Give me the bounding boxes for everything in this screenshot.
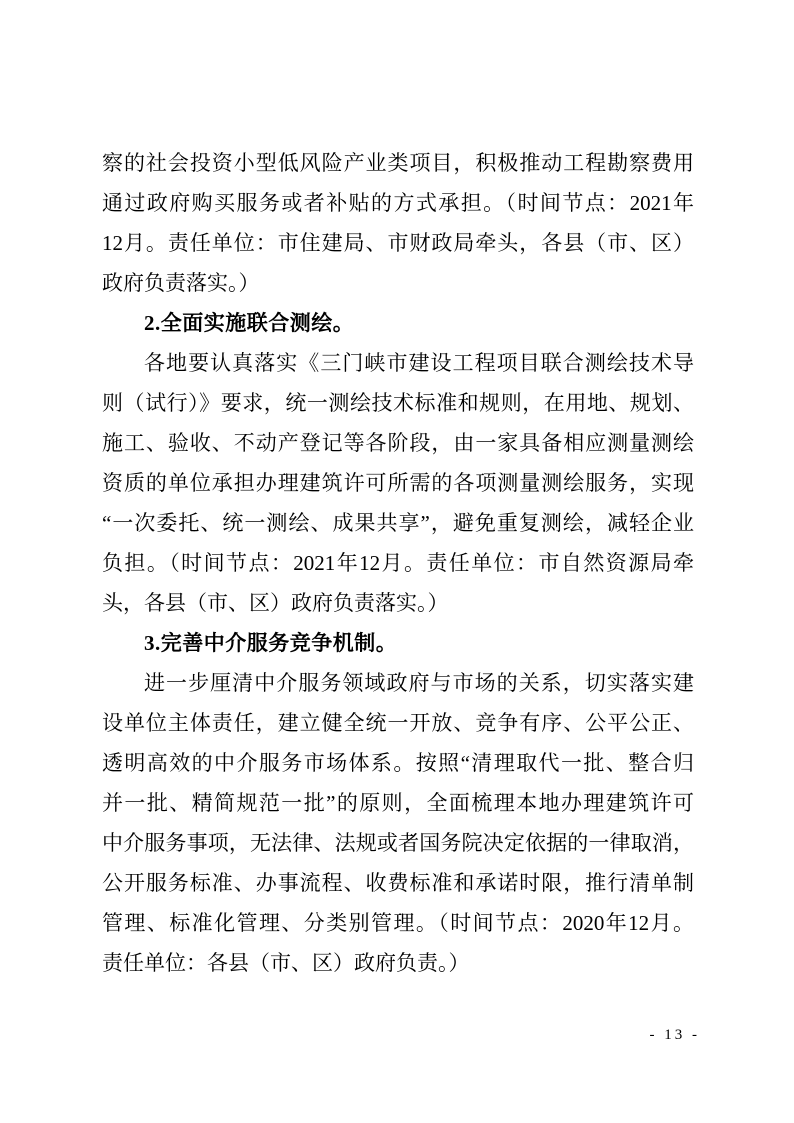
body-line: 进一步厘清中介服务领域政府与市场的关系，切实落实建 [144, 671, 694, 695]
body-line: 中介服务事项，无法律、法规或者国务院决定依据的一律取消， [102, 831, 694, 855]
body-line: 负担。（时间节点：2021年12月。责任单位：市自然资源局牵 [102, 551, 694, 575]
document-body [102, 143, 694, 983]
body-line: 并一批、精简规范一批”的原则，全面梳理本地办理建筑许可 [102, 791, 694, 815]
body-line: 施工、验收、不动产登记等各阶段，由一家具备相应测量测绘 [102, 431, 694, 455]
body-line: 察的社会投资小型低风险产业类项目，积极推动工程勘察费用 [102, 151, 694, 175]
body-line: 通过政府购买服务或者补贴的方式承担。（时间节点：2021年 [102, 191, 694, 215]
body-line: 则（试行）》要求，统一测绘技术标准和规则，在用地、规划、 [102, 391, 694, 415]
body-line: 各地要认真落实《三门峡市建设工程项目联合测绘技术导 [144, 351, 694, 375]
body-line: 12月。责任单位：市住建局、市财政局牵头，各县（市、区） [102, 231, 694, 255]
body-line: 政府负责落实。） [102, 271, 260, 295]
body-line: 资质的单位承担办理建筑许可所需的各项测量测绘服务，实现 [102, 471, 694, 495]
body-line: 透明高效的中介服务市场体系。按照“清理取代一批、整合归 [102, 751, 694, 775]
body-line: 管理、标准化管理、分类别管理。（时间节点：2020年12月。 [102, 911, 694, 935]
body-line: “一次委托、统一测绘、成果共享”，避免重复测绘，减轻企业 [102, 511, 694, 535]
body-line: 公开服务标准、办事流程、收费标准和承诺时限，推行清单制 [102, 871, 694, 895]
page-number: - 13 - [649, 1027, 700, 1043]
body-line: 头，各县（市、区）政府负责落实。） [102, 591, 449, 615]
body-line: 责任单位：各县（市、区）政府负责。） [102, 951, 470, 975]
section-heading-2: 2.全面实施联合测绘。 [144, 311, 355, 335]
body-line: 设单位主体责任，建立健全统一开放、竞争有序、公平公正、 [102, 711, 694, 735]
section-heading-3: 3.完善中介服务竞争机制。 [144, 631, 398, 655]
